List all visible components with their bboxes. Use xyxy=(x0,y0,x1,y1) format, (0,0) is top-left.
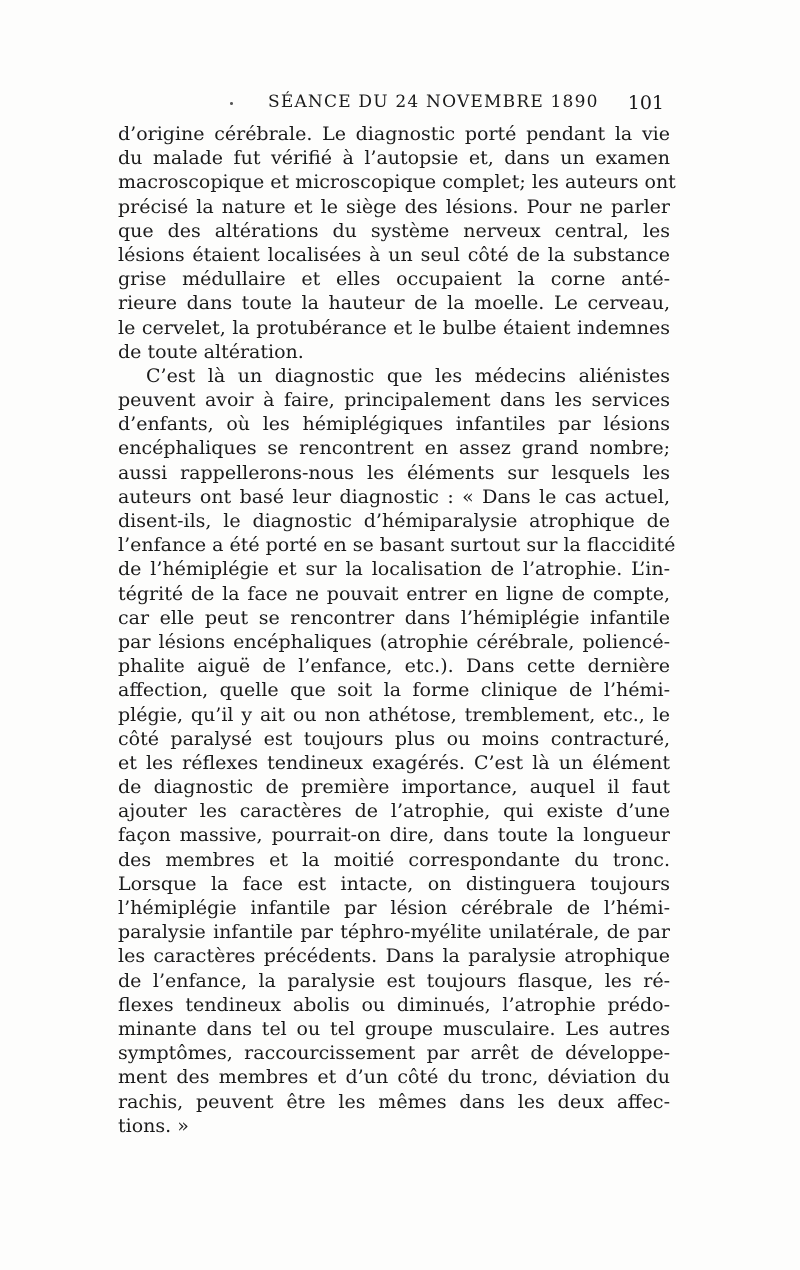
text-line: macroscopique et microscopique complet; les auteurs ont xyxy=(118,171,676,194)
text-line: façon massive, pourrait-on dire, dans toute la longueur xyxy=(118,824,670,847)
text-line: paralysie infantile par téphro-myélite unilatérale, de par xyxy=(118,921,670,944)
text-line: disent-ils, le diagnostic d’hémiparalysie atrophique de xyxy=(118,510,670,532)
text-line: grise médullaire et elles occupaient la corne anté- xyxy=(118,268,670,291)
text-line: lésions étaient localisées à un seul côté de la substance xyxy=(118,243,670,266)
text-line: minante dans tel ou tel groupe musculaire. Les autres xyxy=(118,1017,670,1040)
text-line: peuvent avoir à faire, principalement dans les services xyxy=(118,389,670,412)
text-line: par lésions encéphaliques (atrophie cérébrale, poliencé- xyxy=(118,630,670,653)
text-line: de l’enfance, la paralysie est toujours flasque, les ré- xyxy=(118,969,670,992)
text-line: le cervelet, la protubérance et le bulbe étaient indemnes xyxy=(118,316,670,339)
text-line: phalite aiguë de l’enfance, etc.). Dans cette dernière xyxy=(118,655,670,678)
text-line: plégie, qu’il y ait ou non athétose, tremblement, etc., le xyxy=(118,703,670,726)
text-line: et les réflexes tendineux exagérés. C’est là un élément xyxy=(118,751,670,774)
text-line: auteurs ont basé leur diagnostic : « Dans le cas actuel, xyxy=(118,485,670,508)
text-line: côté paralysé est toujours plus ou moins contracturé, xyxy=(118,727,670,750)
text-line: les caractères précédents. Dans la paralysie atrophique xyxy=(118,945,670,968)
text-line: d’origine cérébrale. Le diagnostic porté pendant la vie xyxy=(118,123,670,145)
body-text xyxy=(118,122,676,1138)
text-line: des membres et la moitié correspondante du tronc. xyxy=(118,848,670,871)
text-line: encéphaliques se rencontrent en assez grand nombre; xyxy=(118,437,670,460)
page-header xyxy=(118,92,670,118)
running-title: SÉANCE DU 24 NOVEMBRE 1890 xyxy=(268,92,599,112)
text-line: car elle peut se rencontrer dans l’hémiplégie infantile xyxy=(118,606,670,629)
text-line: ment des membres et d’un côté du tronc, déviation du xyxy=(118,1066,670,1089)
text-line: rachis, peuvent être les mêmes dans les deux affec- xyxy=(118,1090,670,1113)
page-number: 101 xyxy=(627,92,664,114)
text-line: que des altérations du système nerveux central, les xyxy=(118,219,670,242)
text-line: affection, quelle que soit la forme clinique de l’hémi- xyxy=(118,679,670,702)
header-dot-mark xyxy=(230,102,233,105)
paragraph-end-line: de toute altération. xyxy=(118,340,304,363)
text-line: aussi rappellerons-nous les éléments sur lesquels les xyxy=(118,461,670,484)
text-line: du malade fut vérifié à l’autopsie et, dans un examen xyxy=(118,147,670,170)
text-line: de l’hémiplégie et sur la localisation de l’atrophie. L’in- xyxy=(118,558,670,581)
text-line: flexes tendineux abolis ou diminués, l’atrophie prédo- xyxy=(118,993,670,1016)
text-line: l’enfance a été porté en se basant surtout sur la flaccidité xyxy=(118,534,676,557)
text-line: précisé la nature et le siège des lésions. Pour ne parler xyxy=(118,195,670,218)
text-line: d’enfants, où les hémiplégiques infantiles par lésions xyxy=(118,413,670,436)
text-line: ajouter les caractères de l’atrophie, qui existe d’une xyxy=(118,800,670,823)
paragraph-end-line: tions. » xyxy=(118,1114,189,1137)
text-line: symptômes, raccourcissement par arrêt de développe- xyxy=(118,1042,670,1065)
text-line: tégrité de la face ne pouvait entrer en ligne de compte, xyxy=(118,582,670,605)
text-line: de diagnostic de première importance, auquel il faut xyxy=(118,776,670,799)
text-line: Lorsque la face est intacte, on distinguera toujours xyxy=(118,872,670,895)
paragraph-start-line: C’est là un diagnostic que les médecins aliénistes xyxy=(146,364,670,387)
text-line: l’hémiplégie infantile par lésion cérébrale de l’hémi- xyxy=(118,897,670,919)
text-line: rieure dans toute la hauteur de la moelle. Le cerveau, xyxy=(118,292,670,315)
